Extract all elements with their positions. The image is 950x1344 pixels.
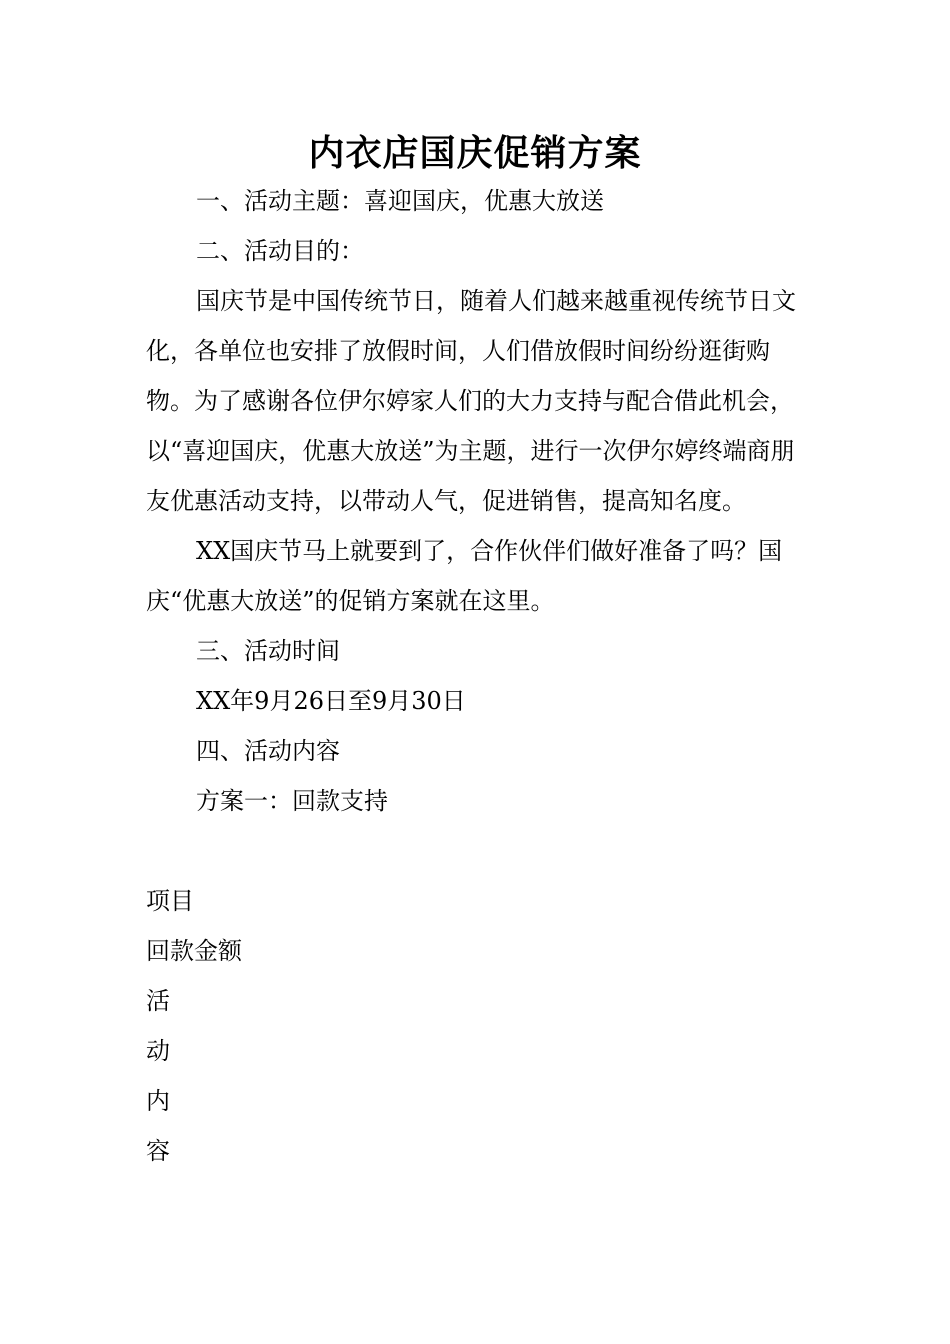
spacer: [146, 826, 806, 876]
section-content-heading: 四、活动内容: [196, 737, 340, 765]
table-activity-char: 活: [146, 987, 170, 1015]
section-time-heading: 三、活动时间: [196, 637, 340, 665]
activity-dates: XX年9月26日至9月30日: [196, 687, 466, 715]
table-activity-char: 动: [146, 1037, 170, 1065]
section-theme: 一、活动主题：喜迎国庆，优惠大放送: [196, 187, 604, 215]
table-item-label: 项目: [146, 887, 194, 915]
table-amount-label: 回款金额: [146, 937, 242, 965]
purpose-paragraph: 国庆节是中国传统节日，随着人们越来越重视传统节日文化，各单位也安排了放假时间，人们借放假时间纷纷逛街购物。为了感谢各位伊尔婷家人们的大力支持与配合借此机会，以“喜迎国庆，优惠大放送”为主题，进行一次伊尔婷终端商朋友优惠活动支持，以带动人气，促进销售，提高知名度。: [146, 287, 796, 515]
document-title: 内衣店国庆促销方案: [308, 132, 642, 174]
table-activity-char: 内: [146, 1087, 170, 1115]
intro-paragraph: XX国庆节马上就要到了，合作伙伴们做好准备了吗？国庆“优惠大放送”的促销方案就在这里。: [146, 537, 783, 615]
section-purpose-heading: 二、活动目的：: [196, 237, 364, 265]
document-body: [146, 176, 806, 1176]
table-activity-char: 容: [146, 1137, 170, 1165]
plan-one-heading: 方案一：回款支持: [196, 787, 388, 815]
